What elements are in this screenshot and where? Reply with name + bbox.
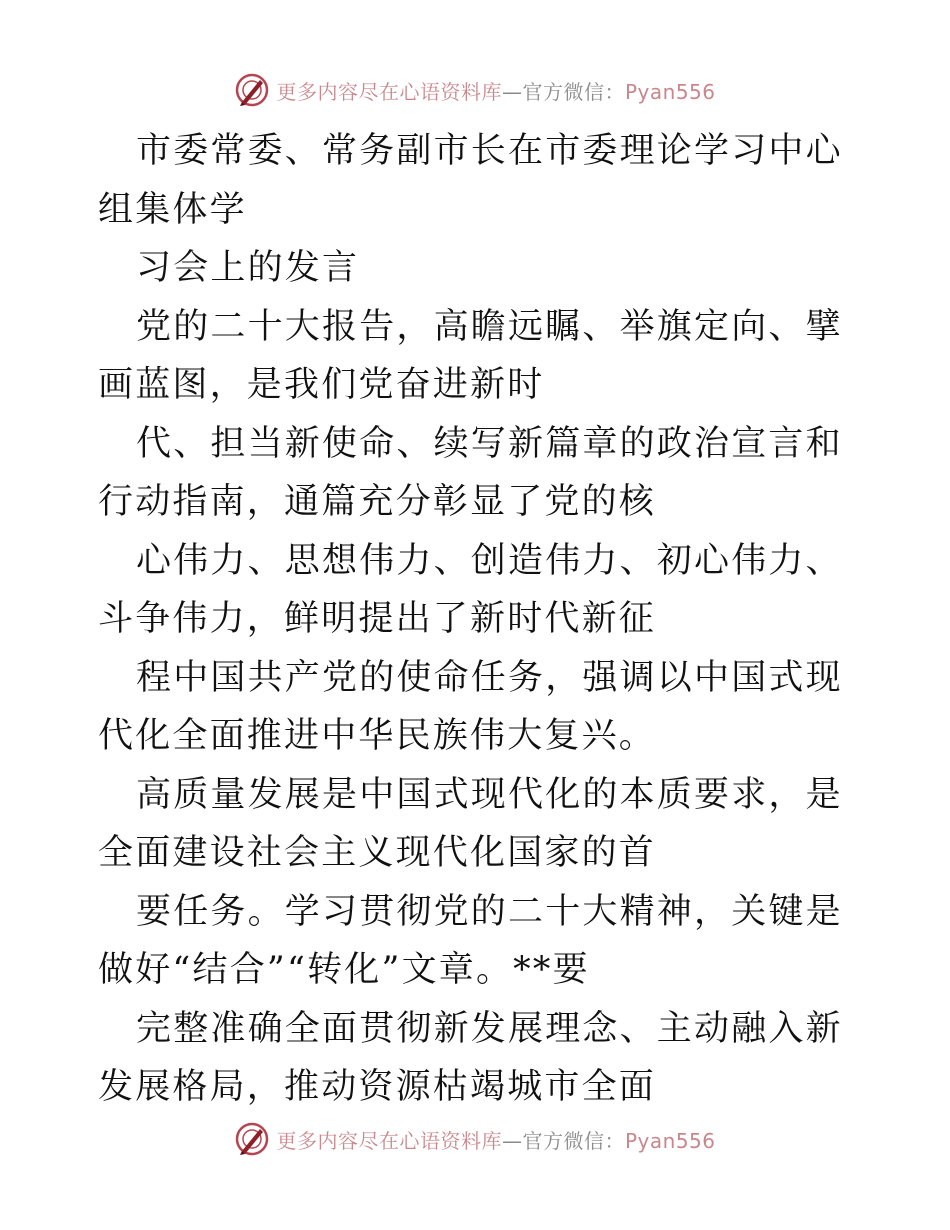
paragraph-2a: 高质量发展是中国式现代化的本质要求，是全面建设社会主义现代化国家的首 xyxy=(98,774,843,873)
footer-banner-text xyxy=(276,1125,715,1154)
document-body xyxy=(98,122,858,1117)
header-banner xyxy=(0,70,950,110)
header-banner-text xyxy=(276,76,715,105)
document-title-line1: 市委常委、常务副市长在市委理论学习中心组集体学 xyxy=(98,131,843,230)
paragraph-1a: 党的二十大报告，高瞻远瞩、举旗定向、擘画蓝图，是我们党奋进新时 xyxy=(98,306,843,405)
paragraph-1c: 心伟力、思想伟力、创造伟力、初心伟力、斗争伟力，鲜明提出了新时代新征 xyxy=(98,540,843,639)
header-banner-main: 更多内容尽在心语资料库 xyxy=(276,79,502,104)
footer-banner-wechat: Pyan556 xyxy=(624,1128,716,1153)
paragraph-2b: 要任务。学习贯彻党的二十大精神，关键是做好“结合”“转化”文章。**要 xyxy=(98,891,843,990)
paragraph-2c: 完整准确全面贯彻新发展理念、主动融入新发展格局，推动资源枯竭城市全面 xyxy=(98,1008,843,1107)
footer-banner-main: 更多内容尽在心语资料库 xyxy=(276,1128,502,1153)
pen-logo-icon xyxy=(234,72,270,108)
header-banner-official: —官方微信： xyxy=(501,79,625,104)
footer-banner-official: —官方微信： xyxy=(501,1128,625,1153)
document-title-line2: 习会上的发言 xyxy=(136,248,360,288)
paragraph-1d: 程中国共产党的使命任务，强调以中国式现代化全面推进中华民族伟大复兴。 xyxy=(98,657,843,756)
paragraph-1b: 代、担当新使命、续写新篇章的政治宣言和行动指南，通篇充分彰显了党的核 xyxy=(98,423,843,522)
pen-logo-icon xyxy=(234,1121,270,1157)
header-banner-wechat: Pyan556 xyxy=(624,79,716,104)
footer-banner xyxy=(0,1119,950,1159)
